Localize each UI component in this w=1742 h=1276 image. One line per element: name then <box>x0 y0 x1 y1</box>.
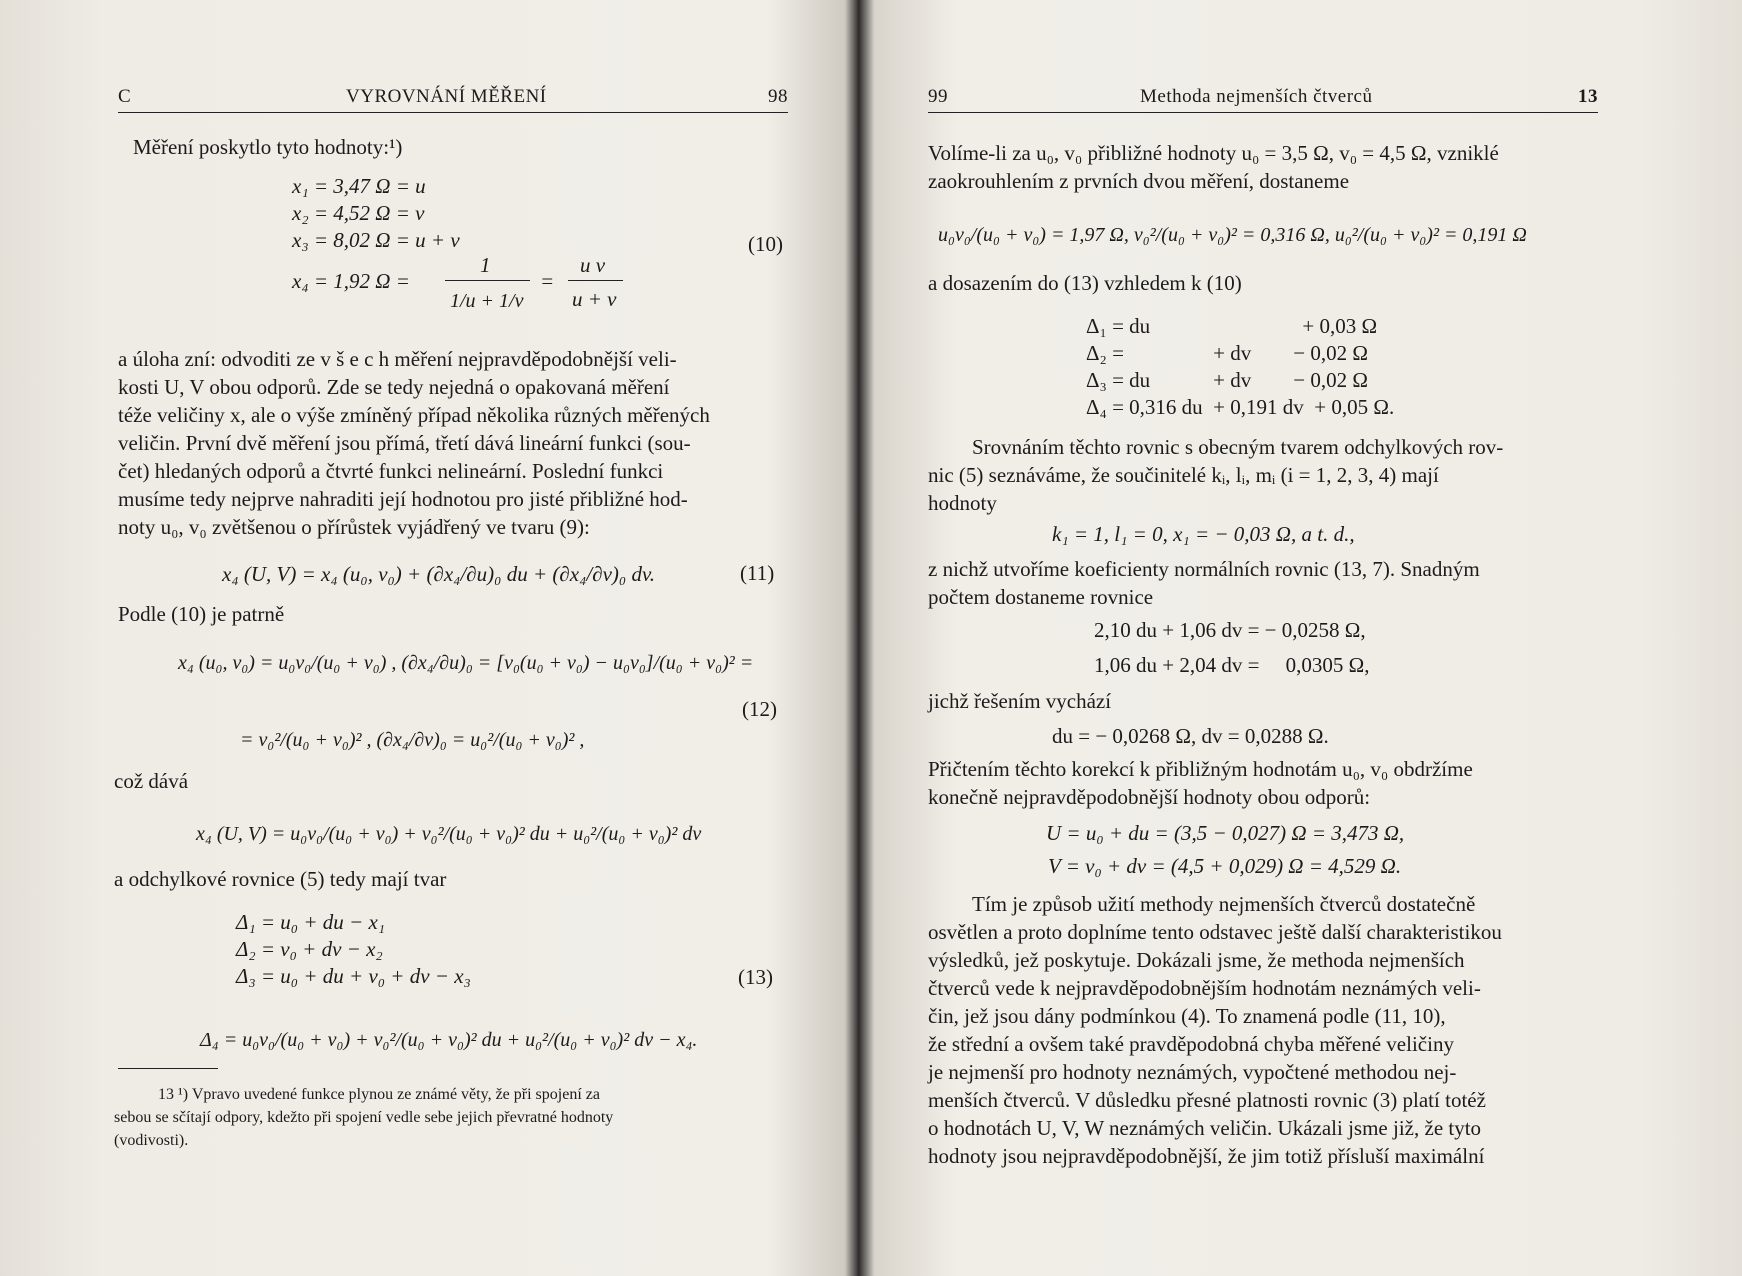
paragraph-line: o hodnotách U, V, W neznámých veličin. Ukázali jsme již, že tyto <box>928 1116 1482 1140</box>
paragraph-line: čin, jež jsou dány podmínkou (4). To znamená podle (11, 10), <box>928 1004 1446 1028</box>
equation-12-line: x₄ (u₀, v₀) = u₀v₀/(u₀ + v₀) , (∂x₄/∂u)₀ = [v₀(u₀ + v₀) − u₀v₀]/(u₀ + v₀)² = <box>178 652 754 674</box>
footnote-line: sebou se sčítají odpory, kdežto při spojení vedle sebe jejich převratné hodnoty <box>114 1109 614 1126</box>
paragraph-line: osvětlen a proto doplníme tento odstavec ještě další charakteristikou <box>928 920 1502 944</box>
value-line: x₂ = 4,52 Ω = v <box>292 201 425 225</box>
footnote-line: 13 ¹) Vpravo uvedené funkce plynou ze známé věty, že při spojení za <box>158 1086 600 1103</box>
delta-line: Δ₄ = 0,316 du + 0,191 dv + 0,05 Ω. <box>1086 395 1395 419</box>
fraction-bar <box>568 280 623 281</box>
equation-13-line: Δ₂ = v₀ + dv − x₂ <box>236 937 383 961</box>
paragraph-line: že střední a ovšem také pravděpodobná chyba měřené veličiny <box>928 1032 1454 1056</box>
normal-equation: 1,06 du + 2,04 dv = 0,0305 Ω, <box>1094 653 1370 677</box>
equation-13-line: Δ₁ = u₀ + du − x₁ <box>236 910 386 934</box>
footnote-line: (vodivosti). <box>114 1132 189 1149</box>
left-page: C VYROVNÁNÍ MĚŘENÍ 98 Měření poskytlo tyto hodnoty:¹) x₁ = 3,47 Ω = u x₂ = 4,52 Ω = v x₃ = 8,02 Ω = u + v x₄ = 1,92 Ω = 1 1/u + 1/v = u v u + v (10) a úloha zní: odvoditi ze v š e c h měření nejpravděpodobnější veli- kosti U, V obou odporů. Zde se tedy nejedná o opakovaná měření téže veličiny x, ale o výše zmíněný případ několika různých měřených veličin. První dvě měření jsou přímá, třetí dává lineární funkci (sou- čet) hledaných odporů a čtvrté funkci nelineární. Poslední funkci musíme tedy nejprve nahraditi její hodnotou pro jisté přibližné hod- noty u₀, v₀ zvětšenou o přírůstek vyjádřený ve tvaru (9): x₄ (U, V) = x₄ (u₀, v₀) + (∂x₄/∂u)₀ du + (∂x₄/∂v)₀ dv. (11) Podle (10) je patrně x₄ (u₀, v₀) = u₀v₀/(u₀ + v₀) , (∂x₄/∂u)₀ = [v₀(u₀ + v₀) − u₀v₀]/(u₀ + v₀)² = = v₀²/(u₀ + v₀)² , (∂x₄/∂v)₀ = u₀²/(u₀ + v₀)² , (12) což dává x₄ (U, V) = u₀v₀/(u₀ + v₀) + v₀²/(u₀ + v₀)² du + u₀²/(u₀ + v₀)² dv a odchylkové rovnice (5) tedy mají tvar Δ₁ = u₀ + du − x₁ Δ₂ = v₀ + dv − x₂ Δ₃ = u₀ + du + v₀ + dv − x₃ (13) Δ₄ = u₀v₀/(u₀ + v₀) + v₀²/(u₀ + v₀)² du + u₀²/(u₀ + v₀)² dv − x₄. 13 ¹) Vpravo uvedené funkce plynou ze známé věty, že při spojení za sebou se sčítají odpory, kdežto při spojení vedle sebe jejich převratné hodnoty (vodivosti). <box>0 0 860 1276</box>
value-line: x₁ = 3,47 Ω = u <box>292 174 426 198</box>
equation-13-last: Δ₄ = u₀v₀/(u₀ + v₀) + v₀²/(u₀ + v₀)² du + u₀²/(u₀ + v₀)² dv − x₄. <box>200 1029 698 1051</box>
fraction-numerator: u v <box>580 253 606 277</box>
paragraph-line: veličin. První dvě měření jsou přímá, třetí dává lineární funkci (sou- <box>118 431 691 455</box>
equation-12-line: = v₀²/(u₀ + v₀)² , (∂x₄/∂v)₀ = u₀²/(u₀ + v₀)² , <box>240 729 585 751</box>
paragraph-line: zaokrouhlením z prvních dvou měření, dostaneme <box>928 169 1350 193</box>
paragraph-line: jichž řešením vychází <box>928 689 1112 713</box>
header-title: VYROVNÁNÍ MĚŘENÍ <box>346 86 547 107</box>
page-header <box>118 84 788 113</box>
intro-text: Měření poskytlo tyto hodnoty:¹) <box>133 135 403 159</box>
value-line: x₃ = 8,02 Ω = u + v <box>292 228 460 252</box>
paragraph-line: hodnoty jsou nejpravděpodobnější, že jim totiž přísluší maximální <box>928 1144 1485 1168</box>
fraction-numerator: 1 <box>480 253 491 277</box>
page-header <box>928 84 1598 113</box>
equation-number: (10) <box>748 232 783 256</box>
equation-xUV: x₄ (U, V) = u₀v₀/(u₀ + v₀) + v₀²/(u₀ + v₀)² du + u₀²/(u₀ + v₀)² dv <box>196 823 702 845</box>
paragraph-line: musíme tedy nejprve nahraditi její hodnotou pro jisté přibližné hod- <box>118 487 688 511</box>
paragraph-line: konečně nejpravděpodobnější hodnoty obou odporů: <box>928 785 1371 809</box>
paragraph-line: výsledků, jež poskytuje. Dokázali jsme, že methoda nejmenších <box>928 948 1465 972</box>
value-line: x₄ = 1,92 Ω = <box>292 269 410 293</box>
paragraph-line: téže veličiny x, ale o výše zmíněný případ několika různých měřených <box>118 403 710 427</box>
equation-13-line: Δ₃ = u₀ + du + v₀ + dv − x₃ <box>236 964 471 988</box>
paragraph-line: noty u₀, v₀ zvětšenou o přírůstek vyjádřený ve tvaru (9): <box>118 515 590 539</box>
paragraph-line: a dosazením do (13) vzhledem k (10) <box>928 271 1242 295</box>
equation-number: (13) <box>738 965 773 989</box>
paragraph-line: Podle (10) je patrně <box>118 602 285 626</box>
normal-equation: 2,10 du + 1,06 dv = − 0,0258 Ω, <box>1094 618 1366 642</box>
equation-values: u₀v₀/(u₀ + v₀) = 1,97 Ω, v₀²/(u₀ + v₀)² = 0,316 Ω, u₀²/(u₀ + v₀)² = 0,191 Ω <box>938 224 1527 246</box>
solution-line: du = − 0,0268 Ω, dv = 0,0288 Ω. <box>1052 724 1329 748</box>
delta-line: Δ₁ = du + 0,03 Ω <box>1086 314 1378 338</box>
delta-line: Δ₃ = du + dv − 0,02 Ω <box>1086 368 1368 392</box>
right-page <box>862 0 1742 1276</box>
result-line: U = u₀ + du = (3,5 − 0,027) Ω = 3,473 Ω, <box>1046 821 1405 845</box>
fraction-bar <box>445 280 530 281</box>
equation-11: x₄ (U, V) = x₄ (u₀, v₀) + (∂x₄/∂u)₀ du + (∂x₄/∂v)₀ dv. <box>222 562 655 586</box>
fraction-denominator: 1/u + 1/v <box>450 290 524 312</box>
paragraph-line: čet) hledaných odporů a čtvrté funkci nelineární. Poslední funkci <box>118 459 664 483</box>
paragraph-line: a odchylkové rovnice (5) tedy mají tvar <box>114 867 447 891</box>
paragraph-line: Přičtením těchto korekcí k přibližným hodnotám u₀, v₀ obdržíme <box>928 757 1473 781</box>
paragraph-line: Volíme-li za u₀, v₀ přibližné hodnoty u₀ = 3,5 Ω, v₀ = 4,5 Ω, vzniklé <box>928 141 1499 165</box>
paragraph-line: kosti U, V obou odporů. Zde se tedy nejedná o opakovaná měření <box>118 375 670 399</box>
paragraph-line: a úloha zní: odvoditi ze v š e c h měření nejpravděpodobnější veli- <box>118 347 677 371</box>
delta-line: Δ₂ = + dv − 0,02 Ω <box>1086 341 1368 365</box>
paragraph-line: počtem dostaneme rovnice <box>928 585 1154 609</box>
result-line: V = v₀ + dv = (4,5 + 0,029) Ω = 4,529 Ω. <box>1048 854 1402 878</box>
page-number: 99 <box>928 86 948 107</box>
fraction-denominator: u + v <box>572 287 617 311</box>
equation-number: (12) <box>742 697 777 721</box>
paragraph-line: z nichž utvoříme koeficienty normálních rovnic (13, 7). Snadným <box>928 557 1480 581</box>
paragraph-line: Srovnáním těchto rovnic s obecným tvarem odchylkových rov- <box>972 435 1504 459</box>
header-letter: C <box>118 86 132 107</box>
paragraph-line: menších čtverců. V důsledku přesné platnosti rovnic (3) platí totéž <box>928 1088 1486 1112</box>
paragraph-line: což dává <box>114 769 189 793</box>
paragraph-line: hodnoty <box>928 491 997 515</box>
page-number: 98 <box>768 86 788 107</box>
paragraph-line: je nejmenší pro hodnoty neznámých, vypočtené methodou nej- <box>928 1060 1457 1084</box>
header-title: Methoda nejmenších čtverců <box>1140 86 1373 107</box>
equation-number: (11) <box>740 561 775 585</box>
footnote-rule <box>118 1068 218 1069</box>
paragraph-line: Tím je způsob užití methody nejmenších čtverců dostatečně <box>972 892 1476 916</box>
paragraph-line: nic (5) seznáváme, že součinitelé kᵢ, lᵢ, mᵢ (i = 1, 2, 3, 4) mají <box>928 463 1439 487</box>
paragraph-line: čtverců vede k nejpravděpodobnějším hodnotám neznámých veli- <box>928 976 1481 1000</box>
section-number: 13 <box>1578 86 1598 107</box>
equation-k: k₁ = 1, l₁ = 0, x₁ = − 0,03 Ω, a t. d., <box>1052 522 1355 546</box>
